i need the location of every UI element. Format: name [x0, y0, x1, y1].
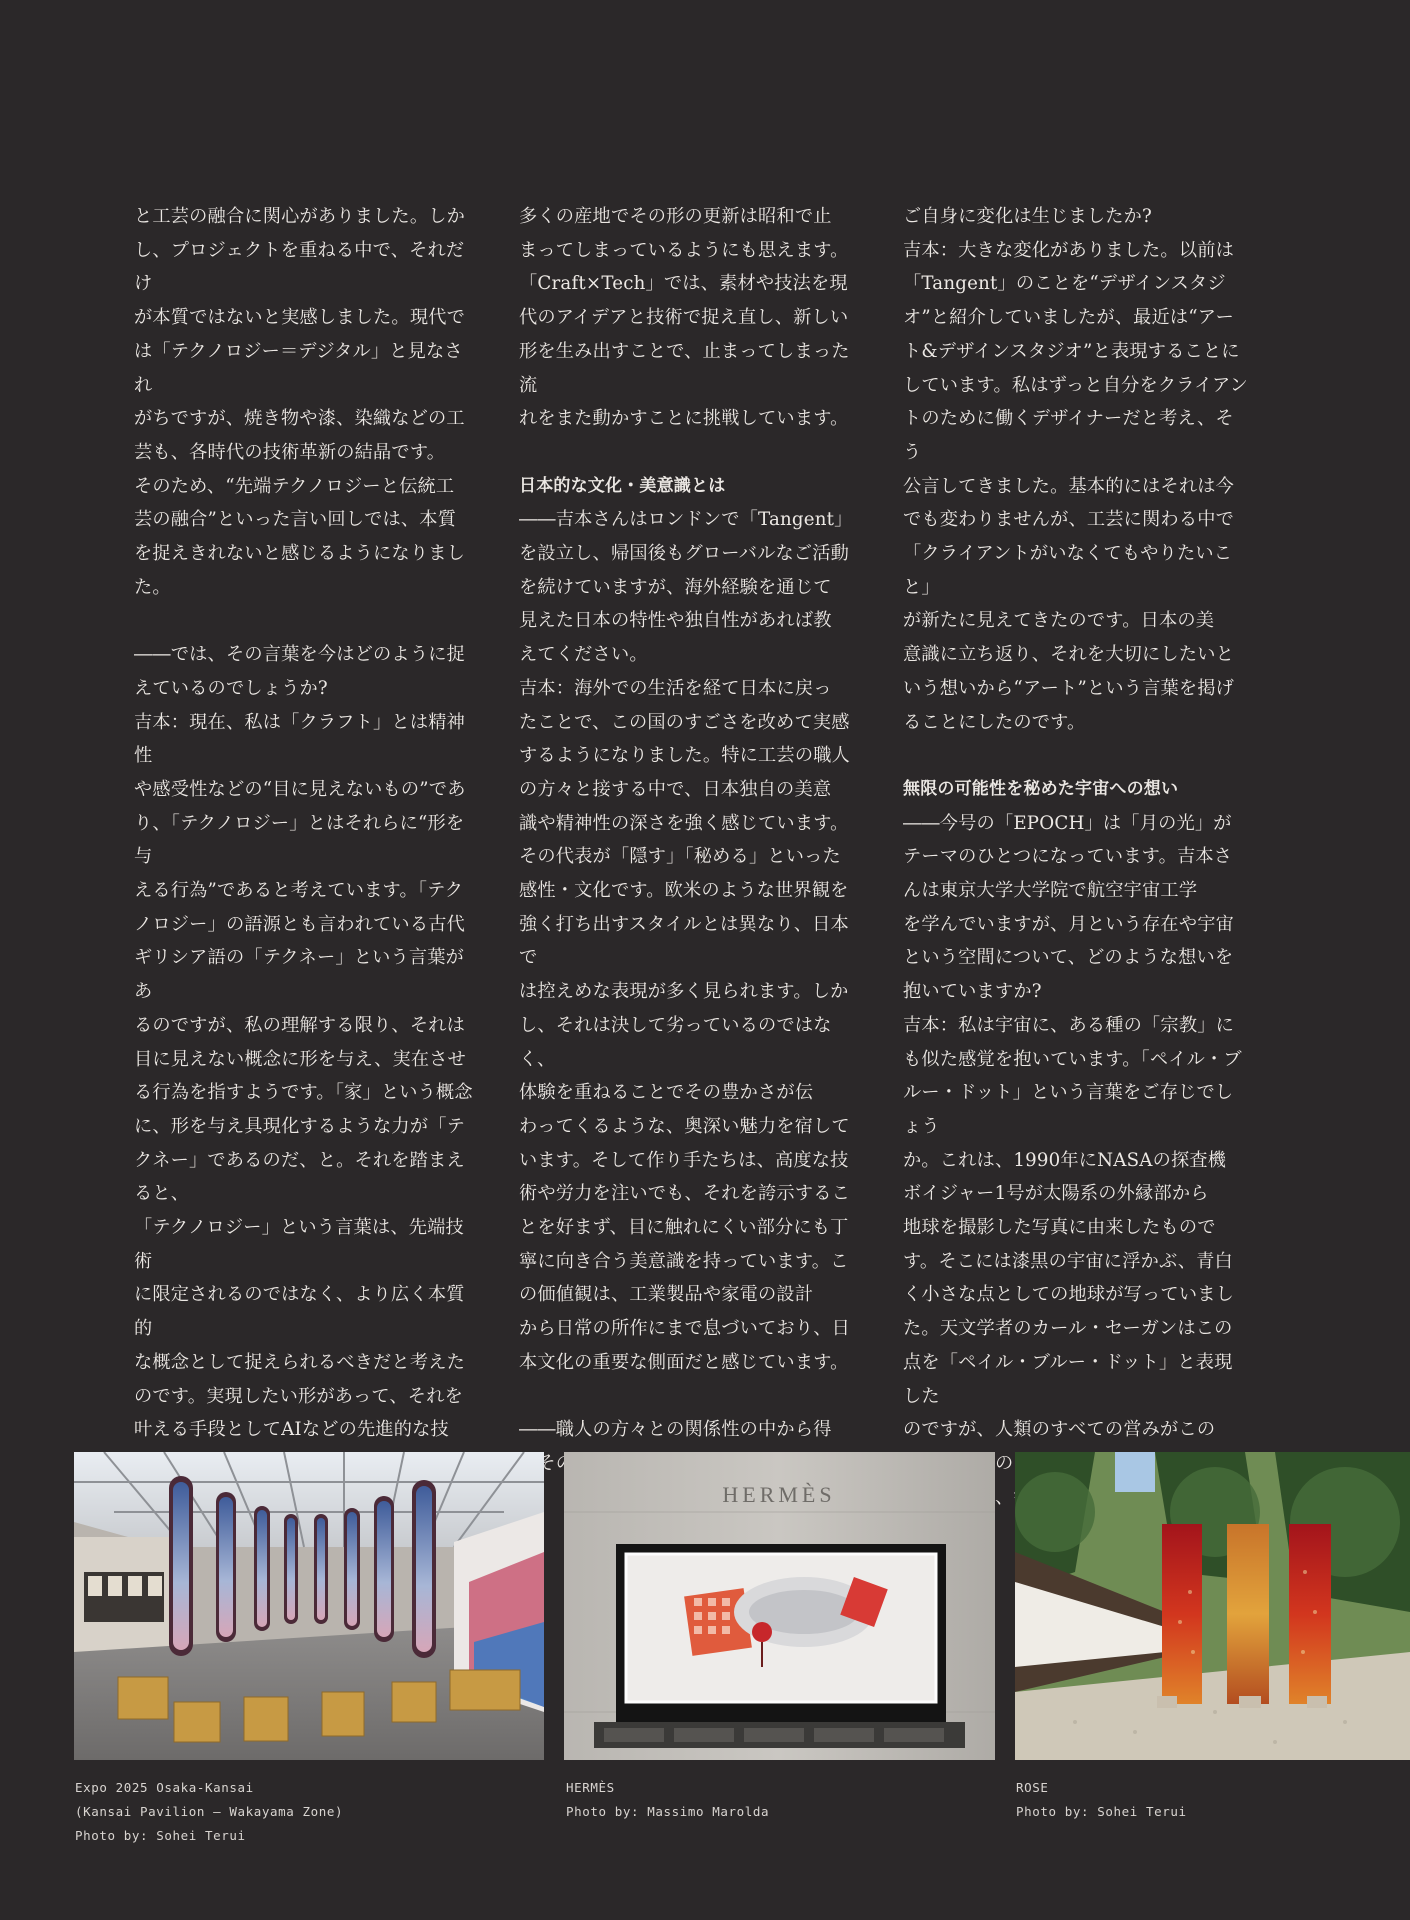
paragraph: 多くの産地でその形の更新は昭和で止 まってしまっているようにも思えます。 「Craft×Tech」では、素材や技法を現 代のアイデアと技術で捉え直し、新しい 形を生み出すことで、止まってしまった流 れをまた動かすことに挑戦しています。	[519, 206, 850, 430]
caption-rose	[1016, 1776, 1187, 1824]
paragraph: ご自身に変化は生じましたか? 吉本：大きな変化がありました。以前は 「Tangent」のことを“デザインスタジ オ”と紹介していましたが、最近は“アー ト&デザインスタジオ”と表現することに しています。私はずっと自分をクライアン トのために働くデザイナーだと考え、そう 公言してきました。基本的にはそれは今 でも変わりませんが、工芸に関わる中で 「クライアントがいなくてもやりたいこと」 が新たに見えてきたのです。日本の美 意識に立ち返り、それを大切にしたいと いう想いから“アート”という言葉を掲げ ることにしたのです。	[903, 206, 1248, 733]
paragraph: ――吉本さんはロンドンで「Tangent」 を設立し、帰国後もグローバルなご活動 を続けていますが、海外経験を通じて 見えた日本の特性や独自性があれば教 えてください。 吉本：海外での生活を経て日本に戻っ たことで、この国のすごさを改めて実感 するようになりました。特に工芸の職人 の方々と接する中で、日本独自の美意 識や精神性の深さを強く感じています。 その代表が「隠す」「秘める」といった 感性・文化です。欧米のような世界観を 強く打ち出すスタイルとは異なり、日本で は控えめな表現が多く見られます。しか し、それは決して劣っているのではなく、 体験を重ねることでその豊かさが伝 わってくるような、奥深い魅力を宿して います。そして作り手たちは、高度な技 術や労力を注いでも、それを誇示するこ とを好まず、目に触れにくい部分にも丁 寧に向き合う美意識を持っています。こ の価値観は、工業製品や家電の設計 から日常の所作にまで息づいており、日 本文化の重要な側面だと感じています。	[519, 509, 853, 1373]
caption-hermes	[566, 1776, 769, 1824]
text-column-2	[519, 200, 864, 1481]
section-heading: 無限の可能性を秘めた宇宙への想い	[903, 778, 1179, 799]
text-column-3	[903, 200, 1248, 1514]
caption-line: Photo by: Sohei Terui	[1016, 1804, 1187, 1819]
caption-line: Expo 2025 Osaka-Kansai	[75, 1780, 254, 1795]
caption-line: (Kansai Pavilion – Wakayama Zone)	[75, 1804, 344, 1819]
caption-line: Photo by: Sohei Terui	[75, 1828, 246, 1843]
caption-expo	[75, 1776, 343, 1848]
caption-line: HERMÈS	[566, 1780, 615, 1795]
caption-line: ROSE	[1016, 1780, 1049, 1795]
photo-expo-pavilion	[74, 1452, 544, 1760]
hermes-sign-text: HERMÈS	[722, 1482, 836, 1507]
caption-line: Photo by: Massimo Marolda	[566, 1804, 770, 1819]
photo-rose-panels	[1015, 1452, 1410, 1760]
section-heading: 日本的な文化・美意識とは	[519, 475, 726, 496]
photo-hermes-window	[564, 1452, 995, 1760]
paragraph: ――職人の方々との関係性の中から得	[519, 1419, 832, 1441]
paragraph: ――では、その言葉を今はどのように捉 えているのでしょうか? 吉本：現在、私は「クラフト」とは精神性 や感受性などの“目に見えないもの”であ り、「テクノロジー」とはそれらに“形を与 える行為”であると考えています。「テク ノロジー」の語源とも言われている古代 ギリシア語の「テクネー」という言葉があ るのですが、私の理解する限り、それは 目に見えない概念に形を与え、実在させ る行為を指すようです。「家」という概念 に、形を与え具現化するような力が「テ クネー」であるのだ、と。それを踏まえると、 「テクノロジー」という言葉は、先端技術 に限定されるのではなく、より広く本質的 な概念として捉えられるべきだと考えた のです。実現したい形があって、それを 叶える手段としてAIなどの先進的な技	[134, 644, 473, 1441]
paragraph: ――今号の「EPOCH」は「月の光」が テーマのひとつになっています。吉本さ んは東京大学大学院で航空宇宙工学 を学んでいますが、月という存在や宇宙 という空間について、どのような想いを 抱いていますか? 吉本：私は宇宙に、ある種の「宗教」に も似た感覚を抱いています。「ペイル・ブ ルー・ドット」という言葉をご存じでしょう か。これは、1990年にNASAの探査機 ボイジャー1号が太陽系の外縁部から 地球を撮影した写真に由来したもので す。そこには漆黒の宇宙に浮かぶ、青白 く小さな点としての地球が写っていまし た。天文学者のカール・セーガンはこの 点を「ペイル・ブルー・ドット」と表現した のですが、人類のすべての営みがこの	[903, 812, 1242, 1441]
paragraph: と工芸の融合に関心がありました。しか し、プロジェクトを重ねる中で、それだけ が本質ではないと実感しました。現代で は「テクノロジー＝デジタル」と見なされ がちですが、焼き物や漆、染織などの工 芸も、各時代の技術革新の結晶です。 そのため、“先端テクノロジーと伝統工 芸の融合”といった言い回しでは、本質 を捉えきれないと感じるようになりました。	[134, 206, 465, 598]
